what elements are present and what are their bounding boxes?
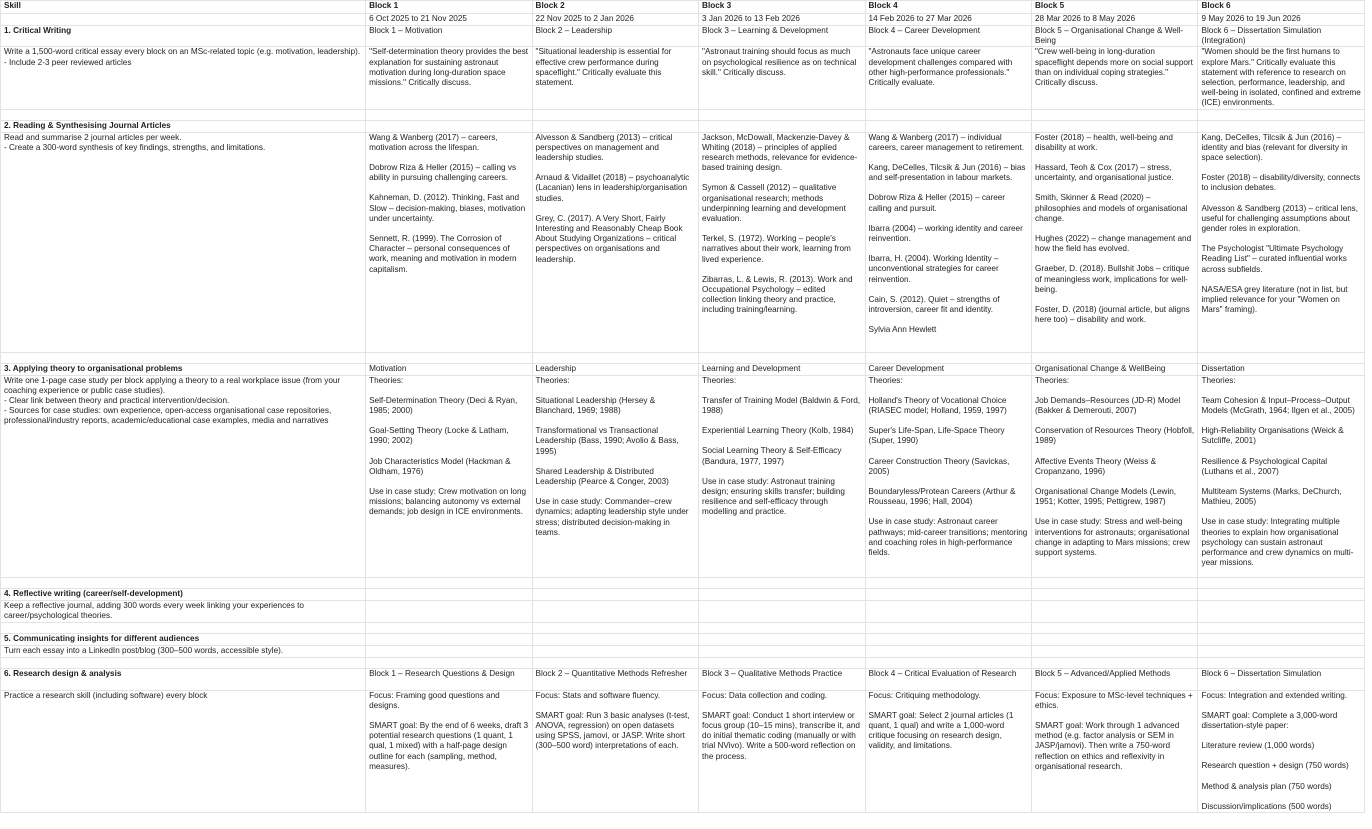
empty-row <box>1 352 1365 363</box>
section-5-title-row <box>1 633 1365 645</box>
reading-item: Alvesson & Sandberg (2013) – critical lens, useful for challenging assumptions about gender roles in exploration. <box>1201 203 1359 234</box>
theory-item: Team Cohesion & Input–Process–Output Models (McGrath, 1964; Ilgen et al., 2005) <box>1201 395 1355 416</box>
block-5-dates[interactable]: 28 Mar 2026 to 8 May 2026 <box>1032 14 1198 26</box>
focus-text: Focus: Framing good questions and designs. <box>369 690 500 710</box>
s1-block-4-prompt[interactable]: "Astronauts face unique career development challenges compared with other high-performance professionals." Critically evaluate. <box>865 47 1031 109</box>
case-study-use: Use in case study: Crew motivation on long missions; balancing autonomy vs external demands; job design in ICE environments. <box>369 487 527 517</box>
s2-block-6-readings[interactable] <box>1198 132 1365 352</box>
block-4-dates[interactable]: 14 Feb 2026 to 27 Mar 2026 <box>865 14 1031 26</box>
s6-block-3-topic[interactable]: Block 3 – Qualitative Methods Practice <box>699 668 865 690</box>
theory-item: Conservation of Resources Theory (Hobfoll, 1989) <box>1035 426 1195 446</box>
s3-block-1-theories[interactable] <box>366 375 532 577</box>
section-4-title[interactable]: 4. Reflective writing (career/self-development) <box>1 588 366 600</box>
theories-label: Theories: <box>369 375 404 385</box>
s6-block-5-plan[interactable] <box>1032 690 1198 812</box>
reading-item: Wang & Wanberg (2017) – careers, motivation across the lifespan. <box>369 132 498 152</box>
s3-desc-line: - Clear link between theory and practical intervention/decision. <box>4 396 230 406</box>
theory-item: Shared Leadership & Distributed Leadership (Pearce & Conger, 2003) <box>535 466 669 487</box>
reading-item: Arnaud & Vidaillet (2018) – psychoanalytic (Lacanian) lens in leadership/organisation studies. <box>535 173 690 203</box>
reading-item: Foster (2018) – disability/diversity, connects to inclusion debates. <box>1201 173 1361 193</box>
smart-goal: SMART goal: Conduct 1 short interview or focus group (10–15 mins), transcribe it, and do initial thematic coding (manually or with trial NVivo). Write a 500-word reflection on the process. <box>702 710 860 761</box>
s6-block-5-topic[interactable]: Block 5 – Advanced/Applied Methods <box>1032 668 1198 690</box>
s2-block-1-readings[interactable] <box>366 132 532 352</box>
s1-desc-line: - Include 2-3 peer reviewed articles <box>4 57 132 67</box>
s2-block-5-readings[interactable] <box>1032 132 1198 352</box>
empty-cell[interactable] <box>1 14 366 26</box>
section-1-body-row <box>1 47 1365 109</box>
focus-text: Focus: Data collection and coding. <box>702 690 828 700</box>
section-4-description[interactable]: Keep a reflective journal, adding 300 words every week linking your experiences to career/psychological theories. <box>1 600 366 622</box>
block-2-dates[interactable]: 22 Nov 2025 to 2 Jan 2026 <box>532 14 698 26</box>
section-3-title-row <box>1 363 1365 375</box>
section-1-title[interactable]: 1. Critical Writing <box>1 26 366 47</box>
reading-item: Sennett, R. (1999). The Corrosion of Character – personal consequences of work, meaning and motivation in modern capitalism. <box>369 234 517 274</box>
reading-item: Dobrow Riza & Heller (2015) – calling vs ability in pursuing challenging careers. <box>369 163 517 183</box>
reading-item: Cain, S. (2012). Quiet – strengths of introversion, career fit and identity. <box>868 294 1000 315</box>
skill-header[interactable]: Skill <box>1 1 366 14</box>
theory-item: Transfer of Training Model (Baldwin & Ford, 1988) <box>702 395 861 416</box>
case-study-use: Use in case study: Stress and well-being interventions for astronauts; organisational change in adapting to Mars missions; crew support systems. <box>1035 517 1190 558</box>
section-6-body-row <box>1 690 1365 812</box>
reading-item: Smith, Skinner & Read (2020) – philosophies and models of organisational change. <box>1035 193 1188 223</box>
reading-item: Graeber, D. (2018). Bullshit Jobs – critique of meaningless work, implications for well-being. <box>1035 264 1190 294</box>
block-2-header[interactable]: Block 2 <box>532 1 698 14</box>
section-4-title-row <box>1 588 1365 600</box>
s6-block-4-topic[interactable]: Block 4 – Critical Evaluation of Research <box>865 668 1031 690</box>
theory-item: Multiteam Systems (Marks, DeChurch, Mathieu, 2005) <box>1201 487 1342 507</box>
block-4-header[interactable]: Block 4 <box>865 1 1031 14</box>
deliverable-item: Research question + design (750 words) <box>1201 761 1349 771</box>
smart-goal: SMART goal: Complete a 3,000-word dissertation-style paper: <box>1201 710 1338 731</box>
focus-text: Focus: Critiquing methodology. <box>868 690 981 700</box>
header-row <box>1 1 1365 14</box>
theory-item: Social Learning Theory & Self-Efficacy (Bandura, 1977, 1997) <box>702 446 842 466</box>
s6-block-4-plan[interactable] <box>865 690 1031 812</box>
section-5-title[interactable]: 5. Communicating insights for different audiences <box>1 633 366 645</box>
theory-item: Experiential Learning Theory (Kolb, 1984) <box>702 426 854 436</box>
s2-desc-line: Read and summarise 2 journal articles per week. <box>4 132 182 142</box>
section-1-description[interactable] <box>1 47 366 109</box>
s2-desc-line: - Create a 300-word synthesis of key findings, strengths, and limitations. <box>4 142 266 152</box>
block-5-header[interactable]: Block 5 <box>1032 1 1198 14</box>
s1-block-1-prompt[interactable]: "Self-determination theory provides the best explanation for sustaining astronaut motivation during long-duration space missions." Critically discuss. <box>366 47 532 109</box>
deliverable-item: Literature review (1,000 words) <box>1201 741 1315 751</box>
block-1-header[interactable]: Block 1 <box>366 1 532 14</box>
s3-block-3-theories[interactable] <box>699 375 865 577</box>
reading-item: Wang & Wanberg (2017) – individual careers, career management to retirement. <box>868 132 1025 152</box>
theory-item: Situational Leadership (Hersey & Blanchard, 1969; 1988) <box>535 395 656 416</box>
reading-item: Symon & Cassell (2012) – qualitative organisational research; methods underpinning learning and development evaluation. <box>702 183 846 224</box>
s3-desc-line: - Sources for case studies: own experience, open-access organisational case repositories, professional/industry reports, academic/educational case examples, media and narratives <box>4 406 332 426</box>
s1-block-1-topic[interactable]: Block 1 – Motivation <box>366 26 532 47</box>
s1-desc-line: Write a 1,500-word critical essay every block on an MSc-related topic (e.g. motivation, leadership). <box>4 47 361 57</box>
empty-row <box>1 109 1365 120</box>
section-6-title[interactable]: 6. Research design & analysis <box>1 668 366 690</box>
reading-item: Jackson, McDowall, Mackenzie-Davey & Whiting (2018) – principles of applied research methods, relevance for evidence-based training design. <box>702 132 858 173</box>
s3-block-6-theories[interactable] <box>1198 375 1365 577</box>
theory-item: Organisational Change Models (Lewin, 1951; Kotter, 1995; Pettigrew, 1987) <box>1035 487 1177 507</box>
s6-block-2-plan[interactable] <box>532 690 698 812</box>
reading-item: Kang, DeCelles, Tilcsik & Jun (2016) – identity and bias (relevant for diversity in space selection). <box>1201 132 1348 163</box>
theory-item: Super's Life-Span, Life-Space Theory (Super, 1990) <box>868 426 1005 446</box>
reading-item: Foster, D. (2018) (journal article, but aligns here too) – disability and work. <box>1035 305 1190 325</box>
empty-row <box>1 657 1365 668</box>
theory-item: Self-Determination Theory (Deci & Ryan, 1985; 2000) <box>369 395 518 416</box>
s3-block-2-topic[interactable]: Leadership <box>532 363 698 375</box>
s6-block-1-topic[interactable]: Block 1 – Research Questions & Design <box>366 668 532 690</box>
reading-item: Kang, DeCelles, Tilcsik & Jun (2016) – bias and self-presentation in labour markets. <box>868 163 1026 183</box>
s6-block-6-topic[interactable]: Block 6 – Dissertation Simulation <box>1198 668 1365 690</box>
reading-item: Hassard, Teoh & Cox (2017) – stress, uncertainty, and organisational justice. <box>1035 163 1174 183</box>
section-5-body-row <box>1 645 1365 657</box>
s3-block-5-theories[interactable] <box>1032 375 1198 577</box>
case-study-use: Use in case study: Astronaut training design; ensuring skills transfer; building resilience and self-efficacy through modelling and practice. <box>702 476 845 517</box>
theories-label: Theories: <box>535 375 570 385</box>
case-study-use: Use in case study: Commander–crew dynamics; adapting leadership style under stress; distributed decision-making in teams. <box>535 497 689 537</box>
focus-text: Focus: Exposure to MSc-level techniques + ethics. <box>1035 690 1193 710</box>
smart-goal: SMART goal: Work through 1 advanced method (e.g. factor analysis or SEM in JASP/jamovi). Then write a 750-word reflection on ethics and reflexivity in organisational research. <box>1035 721 1180 771</box>
s6-block-2-topic[interactable]: Block 2 – Quantitative Methods Refresher <box>532 668 698 690</box>
case-study-use: Use in case study: Integrating multiple theories to explain how organisational psychology can sustain astronaut performance and crew dynamics on multi-year missions. <box>1201 517 1354 568</box>
theory-item: Transformational vs Transactional Leadership (Bass, 1990; Avolio & Bass, 1995) <box>535 426 679 456</box>
s3-block-4-theories[interactable] <box>865 375 1031 577</box>
section-2-title-row <box>1 120 1365 132</box>
s6-block-6-plan[interactable] <box>1198 690 1365 812</box>
reading-item: Zibarras, L. & Lewis, R. (2013). Work and Occupational Psychology – edited collection linking theory and practice, including training/learning. <box>702 274 853 315</box>
reading-item: Foster (2018) – health, well-being and disability at work. <box>1035 132 1173 152</box>
reading-item: The Psychologist "Ultimate Psychology Reading List" – curated influential works across subfields. <box>1201 244 1347 274</box>
theory-item: Goal-Setting Theory (Locke & Latham, 1990; 2002) <box>369 426 509 446</box>
section-3-title[interactable]: 3. Applying theory to organisational problems <box>1 363 366 375</box>
empty-row <box>1 622 1365 633</box>
empty-row <box>1 577 1365 588</box>
reading-item: Dobrow Riza & Heller (2015) – career calling and pursuit. <box>868 193 1006 213</box>
s2-block-4-readings[interactable] <box>865 132 1031 352</box>
theory-item: High-Reliability Organisations (Weick & Sutcliffe, 2001) <box>1201 426 1344 446</box>
reading-item: Grey, C. (2017). A Very Short, Fairly Interesting and Reasonably Cheap Book About Studying Organizations – critical perspectives on organisations and leadership. <box>535 213 683 264</box>
section-3-body-row <box>1 375 1365 577</box>
block-3-dates[interactable]: 3 Jan 2026 to 13 Feb 2026 <box>699 14 865 26</box>
deliverable-item: Method & analysis plan (750 words) <box>1201 781 1332 791</box>
smart-goal: SMART goal: Run 3 basic analyses (t-test, ANOVA, regression) on open datasets using SPSS, jamovi, or JASP. Write short (300–500 word) interpretations of each. <box>535 710 690 751</box>
theory-item: Career Construction Theory (Savickas, 2005) <box>868 456 1010 476</box>
s1-block-5-topic[interactable]: Block 5 – Organisational Change & Well-Being <box>1032 26 1198 47</box>
reading-item: Alvesson & Sandberg (2013) – critical perspectives on management and leadership studies. <box>535 132 673 163</box>
theories-label: Theories: <box>1035 375 1070 385</box>
reading-item: Hughes (2022) – change management and how the field has evolved. <box>1035 234 1192 254</box>
s1-block-6-prompt[interactable]: "Women should be the first humans to explore Mars." Critically evaluate this statement with reference to research on selection, performance, leadership, and well-being in isolated, confined and extreme (ICE) environments. <box>1198 47 1365 109</box>
block-6-header[interactable]: Block 6 <box>1198 1 1365 14</box>
s2-block-3-readings[interactable] <box>699 132 865 352</box>
section-2-body-row <box>1 132 1365 352</box>
s3-desc-line: Write one 1-page case study per block applying a theory to a real workplace issue (from your coaching experience or public case studies). <box>4 375 341 395</box>
s3-block-3-topic[interactable]: Learning and Development <box>699 363 865 375</box>
theory-item: Affective Events Theory (Weiss & Cropanzano, 1996) <box>1035 456 1157 476</box>
s1-block-3-prompt[interactable]: "Astronaut training should focus as much on psychological resilience as on technical skill." Critically discuss. <box>699 47 865 109</box>
s1-block-6-topic[interactable]: Block 6 – Dissertation Simulation (Integration) <box>1198 26 1365 47</box>
reading-item: Ibarra (2004) – working identity and career reinvention. <box>868 223 1023 244</box>
section-4-body-row <box>1 600 1365 622</box>
theory-item: Boundaryless/Protean Careers (Arthur & Rousseau, 1996; Hall, 2004) <box>868 487 1016 507</box>
theories-label: Theories: <box>868 375 903 385</box>
reading-item: Terkel, S. (1972). Working – people's narratives about their work, learning from lived experience. <box>702 234 851 264</box>
s6-block-3-plan[interactable] <box>699 690 865 812</box>
theory-item: Resilience & Psychological Capital (Luthans et al., 2007) <box>1201 456 1328 476</box>
block-3-header[interactable]: Block 3 <box>699 1 865 14</box>
s1-block-3-topic[interactable]: Block 3 – Learning & Development <box>699 26 865 47</box>
section-2-description[interactable] <box>1 132 366 352</box>
s3-block-2-theories[interactable] <box>532 375 698 577</box>
deliverable-item: Discussion/implications (500 words) <box>1201 801 1332 811</box>
s1-block-5-prompt[interactable]: "Crew well-being in long-duration spaceflight depends more on social support than on individual coping strategies." Critically discuss. <box>1032 47 1198 109</box>
reading-item: Kahneman, D. (2012). Thinking, Fast and Slow – decision-making, biases, motivation under uncertainty. <box>369 193 526 223</box>
theories-label: Theories: <box>1201 375 1236 385</box>
s2-block-2-readings[interactable] <box>532 132 698 352</box>
theory-item: Job Characteristics Model (Hackman & Oldham, 1976) <box>369 456 511 476</box>
theories-label: Theories: <box>702 375 737 385</box>
focus-text: Focus: Integration and extended writing. <box>1201 690 1348 700</box>
reading-item: NASA/ESA grey literature (not in list, but implied relevance for your "Women on Mars" framing). <box>1201 284 1348 315</box>
smart-goal: SMART goal: Select 2 journal articles (1 quant, 1 qual) and write a 1,000-word critique focusing on research design, validity, and limitations. <box>868 710 1014 751</box>
theory-item: Holland's Theory of Vocational Choice (RIASEC model; Holland, 1959, 1997) <box>868 395 1007 416</box>
reading-item: Sylvia Ann Hewlett <box>868 325 937 335</box>
s1-block-2-prompt[interactable]: "Situational leadership is essential for effective crew performance during spaceflight." Critically evaluate this statement. <box>532 47 698 109</box>
section-6-description[interactable]: Practice a research skill (including software) every block <box>1 690 366 812</box>
smart-goal: SMART goal: By the end of 6 weeks, draft 3 potential research questions (1 quant, 1 qual, 1 mixed) with a half-page design outline for each (sampling, method, measures). <box>369 721 529 771</box>
section-2-title[interactable]: 2. Reading & Synthesising Journal Articles <box>1 120 366 132</box>
dates-row <box>1 14 1365 26</box>
s6-block-1-plan[interactable] <box>366 690 532 812</box>
reading-item: Ibarra, H. (2004). Working Identity – unconventional strategies for career reinvention. <box>868 254 999 284</box>
s1-block-2-topic[interactable]: Block 2 – Leadership <box>532 26 698 47</box>
s3-block-4-topic[interactable]: Career Development <box>865 363 1031 375</box>
s1-block-4-topic[interactable]: Block 4 – Career Development <box>865 26 1031 47</box>
block-6-dates[interactable]: 9 May 2026 to 19 Jun 2026 <box>1198 14 1365 26</box>
section-1-title-row <box>1 26 1365 47</box>
theory-item: Job Demands–Resources (JD-R) Model (Bakker & Demerouti, 2007) <box>1035 395 1181 416</box>
block-1-dates[interactable]: 6 Oct 2025 to 21 Nov 2025 <box>366 14 532 26</box>
s3-block-6-topic[interactable]: Dissertation <box>1198 363 1365 375</box>
s3-block-1-topic[interactable]: Motivation <box>366 363 532 375</box>
section-6-title-row <box>1 668 1365 690</box>
s3-block-5-topic[interactable]: Organisational Change & WellBeing <box>1032 363 1198 375</box>
case-study-use: Use in case study: Astronaut career pathways; mid-career transitions; mentoring and coaching roles in high-performance fields. <box>868 517 1028 558</box>
section-5-description[interactable]: Turn each essay into a LinkedIn post/blog (300–500 words, accessible style). <box>1 645 366 657</box>
section-3-description[interactable] <box>1 375 366 577</box>
focus-text: Focus: Stats and software fluency. <box>535 690 661 700</box>
